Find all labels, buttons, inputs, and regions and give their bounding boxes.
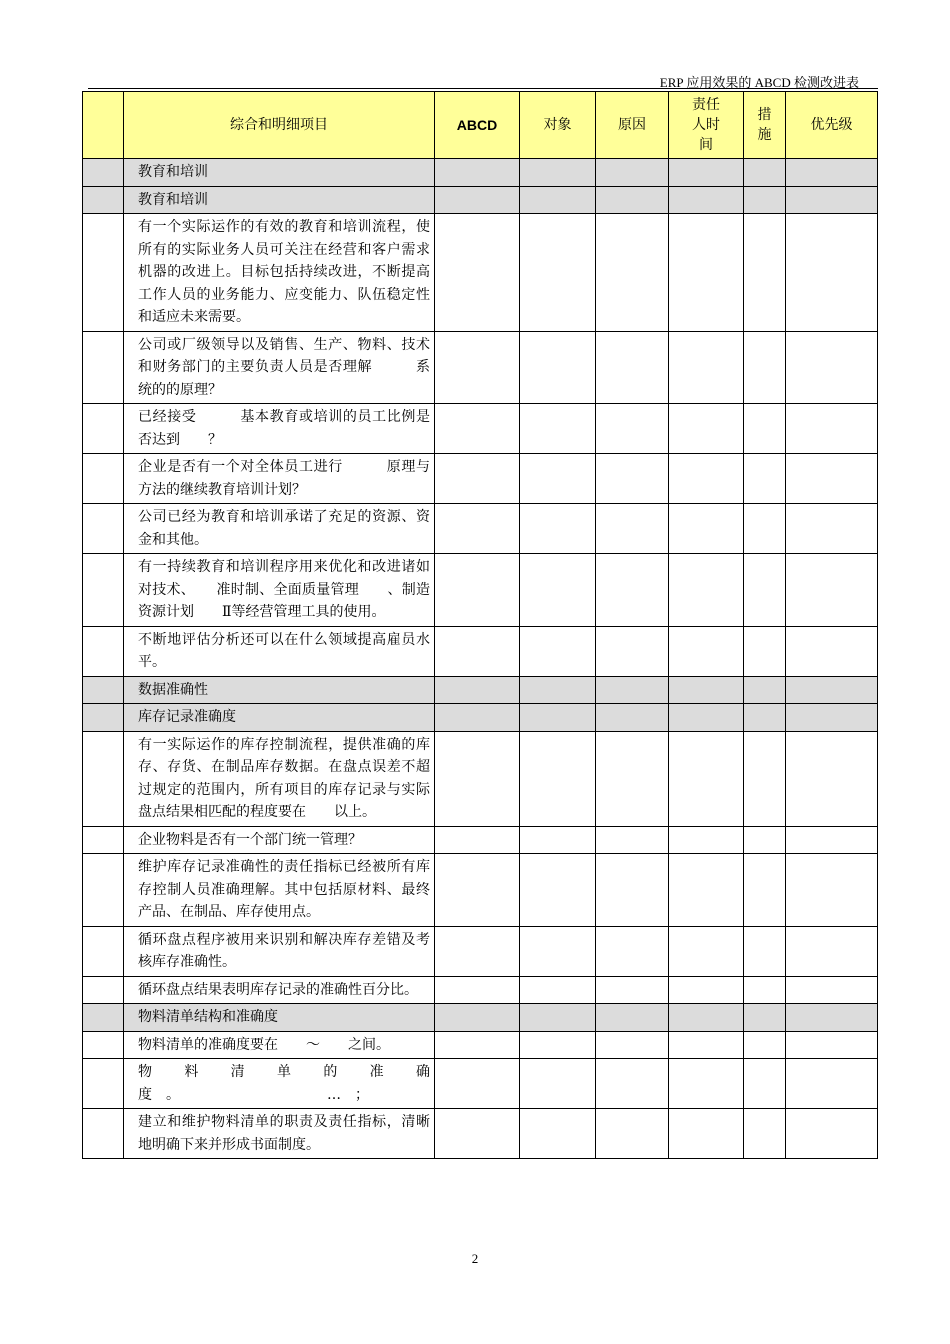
measures-cell [744,976,786,1004]
object-cell [520,731,596,826]
responsible-cell [669,704,744,732]
abcd-cell [435,454,520,504]
object-cell [520,826,596,854]
measures-cell [744,331,786,404]
abcd-cell [435,704,520,732]
reason-cell [596,1004,669,1032]
table-row [83,331,878,404]
abcd-cell [435,504,520,554]
item-cell: 公司已经为教育和培训承诺了充足的资源、资金和其他。 [124,504,435,554]
table-row [83,554,878,627]
column-header-index [83,92,124,159]
priority-cell [786,504,878,554]
index-cell [83,554,124,627]
priority-cell [786,626,878,676]
index-cell [83,1004,124,1032]
item-cell: 不断地评估分析还可以在什么领域提高雇员水平。 [124,626,435,676]
measures-cell [744,676,786,704]
index-cell [83,926,124,976]
item-cell: 教育和培训 [124,159,435,187]
measures-cell [744,159,786,187]
section-row [83,676,878,704]
table-row [83,1031,878,1059]
priority-cell [786,1059,878,1109]
abcd-cell [435,331,520,404]
reason-cell [596,186,669,214]
responsible-cell [669,1004,744,1032]
measures-cell [744,1059,786,1109]
reason-cell [596,926,669,976]
abcd-cell [435,1109,520,1159]
table-row [83,826,878,854]
reason-cell [596,676,669,704]
priority-cell [786,214,878,332]
object-cell [520,976,596,1004]
responsible-cell [669,404,744,454]
column-header-measures: 措施 [744,92,786,159]
responsible-cell [669,454,744,504]
abcd-cell [435,186,520,214]
responsible-cell [669,1109,744,1159]
measures-cell [744,826,786,854]
item-cell: 已经接受 基本教育或培训的员工比例是否达到 ？ [124,404,435,454]
reason-cell [596,159,669,187]
index-cell [83,186,124,214]
index-cell [83,976,124,1004]
table-header-row [83,92,878,159]
table-row [83,731,878,826]
table-row [83,504,878,554]
measures-cell [744,704,786,732]
section-row [83,159,878,187]
index-cell [83,626,124,676]
reason-cell [596,1031,669,1059]
page-number: 2 [471,1251,479,1266]
priority-cell [786,976,878,1004]
measures-cell [744,504,786,554]
item-cell: 数据准确性 [124,676,435,704]
item-cell: 循环盘点结果表明库存记录的准确性百分比。 [124,976,435,1004]
index-cell [83,731,124,826]
document-header-title: ERP 应用效果的 ABCD 检测改进表 [659,75,859,90]
measures-cell [744,926,786,976]
object-cell [520,1031,596,1059]
index-cell [83,454,124,504]
object-cell [520,1059,596,1109]
item-cell: 有一个实际运作的有效的教育和培训流程，使所有的实际业务人员可关注在经营和客户需求机器的改进上。目标包括持续改进，不断提高工作人员的业务能力、应变能力、队伍稳定性和适应未来需要。 [124,214,435,332]
table-row [83,854,878,927]
priority-cell [786,926,878,976]
reason-cell [596,854,669,927]
section-row [83,704,878,732]
section-row [83,186,878,214]
priority-cell [786,826,878,854]
abcd-cell [435,676,520,704]
priority-cell [786,159,878,187]
column-header-item: 综合和明细项目 [124,92,435,159]
priority-cell [786,1109,878,1159]
item-cell: 企业物料是否有一个部门统一管理？ [124,826,435,854]
abcd-cell [435,554,520,627]
object-cell [520,1109,596,1159]
measures-cell [744,454,786,504]
column-header-responsible: 责任人时间 [669,92,744,159]
column-header-priority: 优先级 [786,92,878,159]
responsible-cell [669,504,744,554]
table-row [83,214,878,332]
index-cell [83,1109,124,1159]
responsible-cell [669,854,744,927]
responsible-cell [669,731,744,826]
priority-cell [786,186,878,214]
index-cell [83,854,124,927]
object-cell [520,331,596,404]
responsible-cell [669,214,744,332]
abcd-cell [435,214,520,332]
index-cell [83,214,124,332]
reason-cell [596,1059,669,1109]
item-cell: 企业是否有一个对全体员工进行 原理与方法的继续教育培训计划？ [124,454,435,504]
object-cell [520,504,596,554]
responsible-cell [669,1059,744,1109]
index-cell [83,504,124,554]
index-cell [83,704,124,732]
object-cell [520,554,596,627]
object-cell [520,186,596,214]
header-rule [88,88,878,89]
index-cell [83,826,124,854]
item-cell: 物 料 清 单 的 准 确 度 。 … ； [124,1059,435,1109]
index-cell [83,159,124,187]
priority-cell [786,331,878,404]
reason-cell [596,454,669,504]
reason-cell [596,626,669,676]
abcd-cell [435,404,520,454]
abcd-cell [435,1004,520,1032]
index-cell [83,331,124,404]
object-cell [520,854,596,927]
priority-cell [786,1031,878,1059]
abcd-cell [435,626,520,676]
reason-cell [596,704,669,732]
table-row [83,1059,878,1109]
table-row [83,404,878,454]
reason-cell [596,331,669,404]
item-cell: 循环盘点程序被用来识别和解决库存差错及考核库存准确性。 [124,926,435,976]
responsible-cell [669,676,744,704]
abcd-cell [435,1059,520,1109]
reason-cell [596,1109,669,1159]
reason-cell [596,214,669,332]
reason-cell [596,826,669,854]
reason-cell [596,554,669,627]
table-row [83,926,878,976]
item-cell: 库存记录准确度 [124,704,435,732]
measures-cell [744,626,786,676]
priority-cell [786,454,878,504]
item-cell: 公司或厂级领导以及销售、生产、物料、技术和财务部门的主要负责人员是否理解 系统的的原理？ [124,331,435,404]
index-cell [83,1059,124,1109]
object-cell [520,626,596,676]
column-header-object: 对象 [520,92,596,159]
reason-cell [596,404,669,454]
object-cell [520,676,596,704]
abcd-cell [435,854,520,927]
responsible-cell [669,554,744,627]
reason-cell [596,976,669,1004]
priority-cell [786,731,878,826]
measures-cell [744,1031,786,1059]
item-cell: 物料清单的准确度要在 ～ 之间。 [124,1031,435,1059]
measures-cell [744,1109,786,1159]
abcd-cell [435,159,520,187]
index-cell [83,404,124,454]
item-cell: 维护库存记录准确性的责任指标已经被所有库存控制人员准确理解。其中包括原材料、最终产品、在制品、库存使用点。 [124,854,435,927]
object-cell [520,704,596,732]
object-cell [520,159,596,187]
responsible-cell [669,926,744,976]
index-cell [83,676,124,704]
table-row [83,1109,878,1159]
reason-cell [596,504,669,554]
item-cell: 有一持续教育和培训程序用来优化和改进诸如对技术、 准时制、全面质量管理 、制造资源计划 Ⅱ等经营管理工具的使用。 [124,554,435,627]
column-header-abcd: ABCD [435,92,520,159]
priority-cell [786,404,878,454]
measures-cell [744,731,786,826]
responsible-cell [669,976,744,1004]
item-cell: 教育和培训 [124,186,435,214]
index-cell [83,1031,124,1059]
abcd-cell [435,731,520,826]
table-row [83,976,878,1004]
responsible-cell [669,826,744,854]
column-header-reason: 原因 [596,92,669,159]
responsible-cell [669,331,744,404]
measures-cell [744,854,786,927]
measures-cell [744,214,786,332]
abcd-cell [435,1031,520,1059]
section-row [83,1004,878,1032]
object-cell [520,214,596,332]
responsible-cell [669,159,744,187]
abcd-checklist-table [82,91,878,1159]
object-cell [520,404,596,454]
object-cell [520,454,596,504]
item-cell: 物料清单结构和准确度 [124,1004,435,1032]
priority-cell [786,676,878,704]
table-row [83,626,878,676]
measures-cell [744,554,786,627]
object-cell [520,1004,596,1032]
item-cell: 建立和维护物料清单的职责及责任指标，清晰地明确下来并形成书面制度。 [124,1109,435,1159]
item-cell: 有一实际运作的库存控制流程，提供准确的库存、存货、在制品库存数据。在盘点误差不超过规定的范围内，所有项目的库存记录与实际盘点结果相匹配的程度要在 以上。 [124,731,435,826]
priority-cell [786,854,878,927]
priority-cell [786,554,878,627]
reason-cell [596,731,669,826]
abcd-cell [435,826,520,854]
responsible-cell [669,1031,744,1059]
responsible-cell [669,186,744,214]
abcd-cell [435,976,520,1004]
responsible-cell [669,626,744,676]
measures-cell [744,186,786,214]
measures-cell [744,1004,786,1032]
priority-cell [786,1004,878,1032]
measures-cell [744,404,786,454]
object-cell [520,926,596,976]
abcd-cell [435,926,520,976]
table-row [83,454,878,504]
priority-cell [786,704,878,732]
